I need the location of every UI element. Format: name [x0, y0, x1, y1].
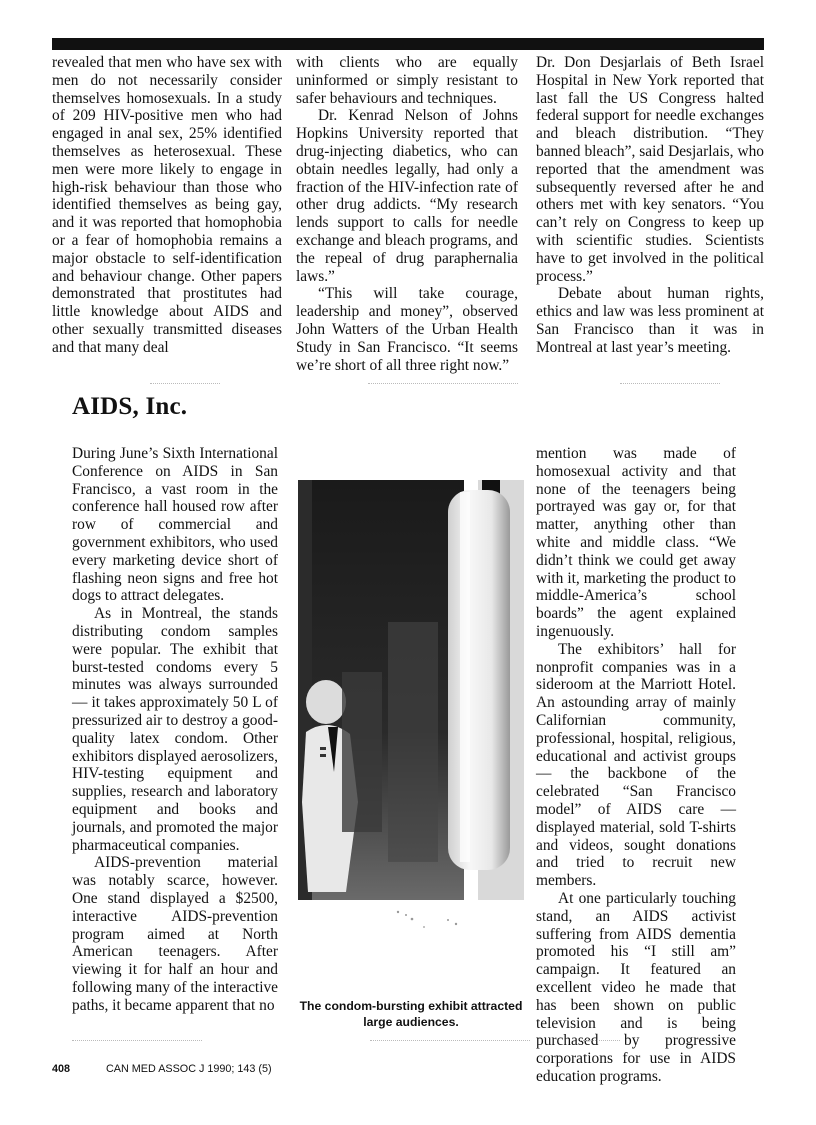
- journal-citation: CAN MED ASSOC J 1990; 143 (5): [106, 1063, 272, 1075]
- divider: [150, 383, 220, 385]
- exhibit-photo: [298, 472, 524, 992]
- top-article-column-3: [536, 54, 764, 357]
- top-article-column-2: [296, 54, 518, 374]
- divider: [580, 1040, 620, 1042]
- article-column-1: [72, 445, 278, 1015]
- top-article-column-1: [52, 54, 282, 357]
- divider: [370, 1040, 530, 1042]
- paragraph: revealed that men who have sex with men do not necessarily consider themselves homosexuals. In a study of 209 HIV-positive men who had engaged in anal sex, 25% identified themselves as heterosexual. These men were more likely to engage in high-risk behaviour than those who identified themselves as being gay, and it was reported that homophobia or a fear of homophobia remains a major obstacle to self-identification and behaviour change. Other papers demonstrated that prostitutes had little knowledge about AIDS and other sexually transmitted diseases and that many deal: [52, 54, 282, 356]
- page-number: 408: [52, 1063, 71, 1075]
- article-column-3: [536, 445, 736, 1086]
- top-rule-bar: [52, 38, 764, 50]
- divider: [368, 383, 518, 385]
- photo-caption: The condom-bursting exhibit attracted large audiences.: [299, 999, 523, 1029]
- paragraph: Dr. Kenrad Nelson of Johns Hopkins University reported that drug-injecting diabetics, who can obtain needles legally, had only a fraction of the HIV-infection rate of other drug addicts. “My research lends support to calls for needle exchange and bleach programs, and the repeal of drug paraphernalia laws.”: [296, 107, 518, 285]
- paragraph: mention was made of homosexual activity and that none of the teenagers being portrayed was gay or, for that matter, anything other than white and middle class. “We didn’t think we could get away with it, marketing the product to middle-America’s school boards” the agent explained ingenuously.: [536, 445, 736, 640]
- paragraph: Dr. Don Desjarlais of Beth Israel Hospital in New York reported that last fall the US Congress halted federal support for needle exchanges and bleach distribution. “They banned bleach”, said Desjarlais, who reported that the amendment was subsequently reversed after he and others met with key senators. “You can’t rely on Congress to keep up with scientific studies. Scientists have to get involved in the political process.”: [536, 54, 764, 285]
- paragraph: The exhibitors’ hall for nonprofit companies was in a sideroom at the Marriott Hotel. An astounding array of mainly Californian community, professional, hospital, religious, educational and activist groups — the backbone of the celebrated “San Francisco model” of AIDS care — displayed material, sold T-shirts and videos, sought donations and tried to recruit new members.: [536, 640, 736, 890]
- paragraph: with clients who are equally uninformed or simply resistant to safer behaviours and techniques.: [296, 54, 518, 107]
- paragraph: At one particularly touching stand, an AIDS activist suffering from AIDS dementia promoted his “I still am” campaign. It featured an excellent video he made that has been shown on public television and is being purchased by progressive corporations for use in AIDS education programs.: [536, 889, 736, 1085]
- paragraph: Debate about human rights, ethics and law was less prominent at San Francisco than it was in Montreal at last year’s meeting.: [536, 285, 764, 356]
- paragraph: During June’s Sixth International Conference on AIDS in San Francisco, a vast room in the conference hall housed row after row of commercial and government exhibitors, who used every marketing device short of flashing neon signs and free hot dogs to attract delegates.: [72, 445, 278, 605]
- paragraph: AIDS-prevention material was notably scarce, however. One stand displayed a $2500, interactive AIDS-prevention program aimed at North American teenagers. After viewing it for half an hour and following many of the interactive paths, it became apparent that no: [72, 854, 279, 1014]
- article-title: AIDS, Inc.: [72, 393, 188, 420]
- divider: [72, 1040, 202, 1042]
- paragraph: “This will take courage, leadership and money”, observed John Watters of the Urban Health Study in San Francisco. “It seems we’re short of all three right now.”: [296, 285, 518, 374]
- divider: [620, 383, 720, 385]
- paragraph: As in Montreal, the stands distributing condom samples were popular. The exhibit that burst-tested condoms every 5 minutes was always surrounded — it takes approximately 50 L of pressurized air to destroy a good-quality latex condom. Other exhibitors displayed aerosolizers, HIV-testing equipment and supplies, research and laboratory equipment and books and journals, and promoted the major pharmaceutical companies.: [72, 605, 278, 854]
